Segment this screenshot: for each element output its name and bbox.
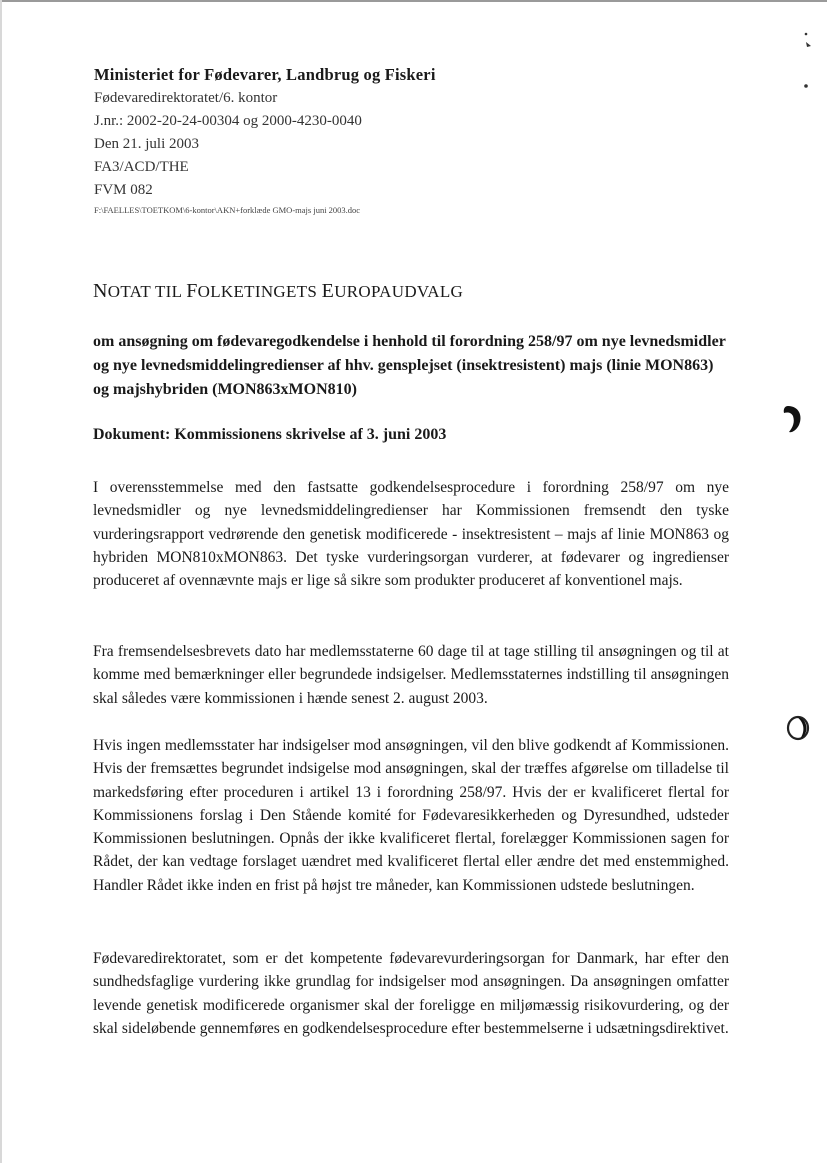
title-part-3: UROPAUDVALG: [334, 282, 464, 301]
body-paragraph-3: Hvis ingen medlemsstater har indsigelser mod ansøgningen, vil den blive godkendt af Kommissionen. Hvis der fremsættes begrundet indsigelse mod ansøgningen, skal der træffes afgørelse om tilladelse til markedsføring efter proceduren i artikel 13 i forordning 258/97. Hvis der er kvalificeret flertal for Kommissionens forslag i Den Stående komité for Fødevaresikkerheden og Dyresundhed, udsteder Kommissionen beslutningen. Opnås der ikke kvalificeret flertal, forelægger Kommissionen sagen for Rådet, der kan vedtage forslaget uændret med kvalificeret flertal eller ændre det med enstemmighed. Handler Rådet ikke inden en frist på højst tre måneder, kan Kommissionen udstede beslutningen.: [93, 737, 729, 894]
document-code: FVM 082: [94, 182, 153, 198]
subject-heading: om ansøgning om fødevaregodkendelse i henhold til forordning 258/97 om nye levnedsmidler og nye levnedsmiddelingredienser af hhv. gensplejset (insektresistent) majs (linie MON863) og majshybriden (MON863xMON810): [93, 333, 726, 398]
title-part-2: OLKETINGETS: [197, 282, 322, 301]
scan-left-edge: [0, 0, 2, 1163]
author-initials: FA3/ACD/THE: [94, 159, 189, 175]
title-initial-n: N: [93, 280, 108, 302]
title-initial-f: F: [186, 280, 198, 302]
document-reference: Dokument: Kommissionens skrivelse af 3. juni 2003: [93, 426, 447, 443]
organization-name: Ministeriet for Fødevarer, Landbrug og Fiskeri: [94, 65, 436, 84]
title-part-1: OTAT TIL: [107, 282, 187, 301]
body-paragraph-1: I overensstemmelse med den fastsatte godkendelsesprocedure i forordning 258/97 om nye levnedsmidler og nye levnedsmiddelingredienser har Kommissionen fremsendt den tyske vurderingsrapport vedrørende den genetisk modificerede - insektresistent – majs af linie MON863 og hybriden MON810xMON863. Det tyske vurderingsorgan vurderer, at fødevarer og ingredienser produceret af ovennævnte majs er lige så sikre som produkter produceret af konventionel majs.: [93, 479, 729, 590]
document-date: Den 21. juli 2003: [94, 136, 199, 152]
title-initial-e: E: [321, 280, 335, 302]
journal-number: J.nr.: 2002-20-24-00304 og 2000-4230-0040: [94, 113, 362, 129]
department: Fødevaredirektoratet/6. kontor: [94, 90, 278, 106]
document-title: [93, 280, 463, 303]
file-path: F:\FAELLES\TOETKOM\6-kontor\AKN+forklæde GMO-majs juni 2003.doc: [94, 205, 361, 215]
letterhead: [94, 63, 734, 218]
body-paragraph-4: Fødevaredirektoratet, som er det kompetente fødevarevurderingsorgan for Danmark, har efter den sundhedsfaglige vurdering ikke grundlag for indsigelser mod ansøgningen. Da ansøgningen omfatter levende genetisk modificerede organismer skal der foreligge en miljømæssig risikovurdering, og der skal sideløbende gennemføres en godkendelsesprocedure efter bestemmelserne i udsætningsdirektivet.: [93, 950, 729, 1037]
body-paragraph-2: Fra fremsendelsesbrevets dato har medlemsstaterne 60 dage til at tage stilling til ansøgningen og til at komme med bemærkninger eller begrundede indsigelser. Medlemsstaternes indstilling til ansøgningen skal således være kommissionen i hænde senest 2. august 2003.: [93, 643, 729, 707]
scan-specks: [800, 28, 824, 98]
scan-top-edge: [0, 0, 827, 2]
binder-hole-mark-upper: [779, 402, 807, 436]
binder-hole-mark-lower: [785, 714, 813, 744]
